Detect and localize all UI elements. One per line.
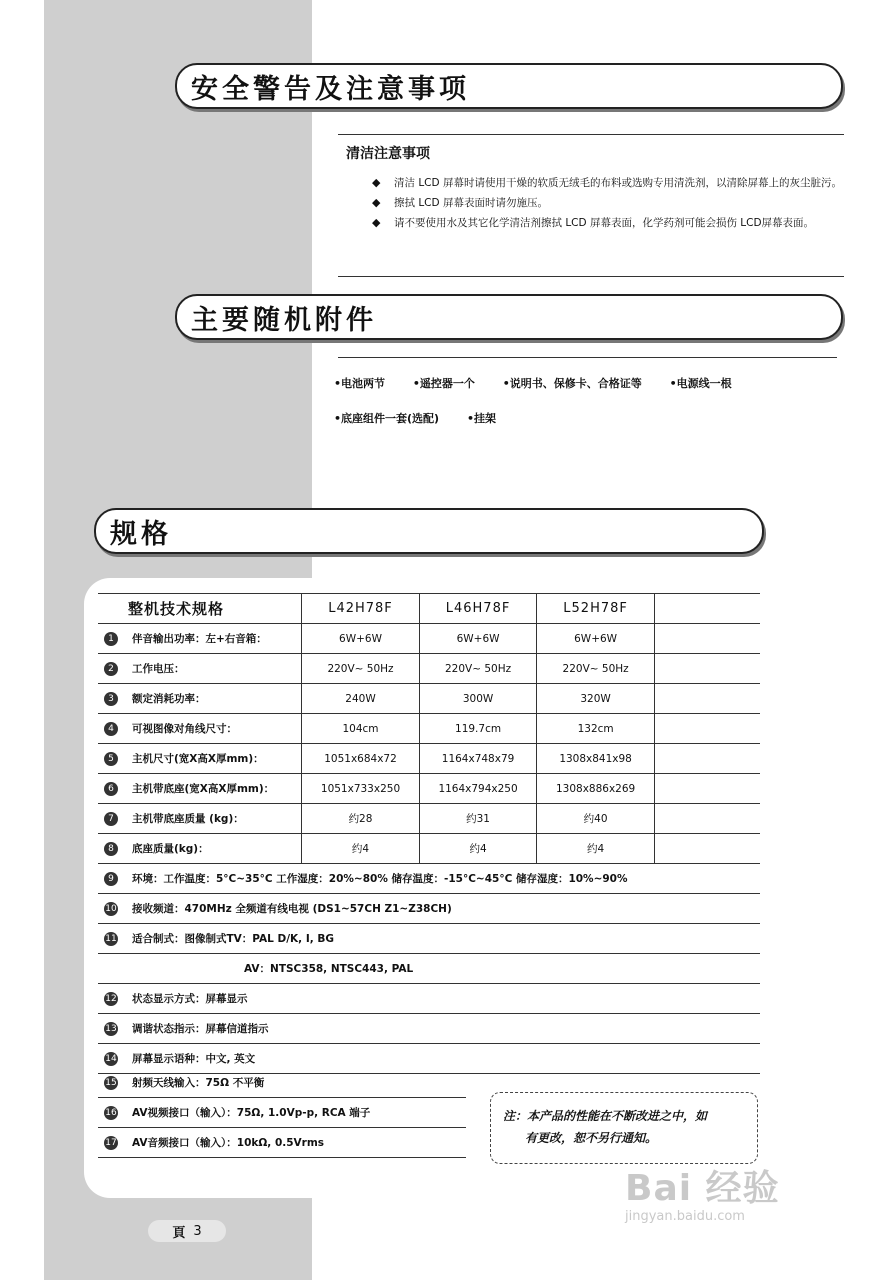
table-row: [98, 1068, 466, 1098]
spec-label: 工作电压：: [132, 663, 185, 675]
spec-text: 屏幕显示语种：中文, 英文: [132, 1053, 256, 1065]
row-number-badge: 10: [105, 904, 117, 914]
row-number-badge: 16: [105, 1108, 117, 1118]
table-row: [98, 1098, 466, 1128]
spec-label: 主机尺寸(宽X高X厚mm)：: [132, 753, 264, 765]
list-item: ◆ 清洁 LCD 屏幕时请使用干燥的软质无绒毛的布料或选购专用清洗剂，以清除屏幕上的灰尘脏污。: [372, 174, 844, 192]
spec-value: 320W: [537, 684, 655, 714]
spec-text: 适合制式：图像制式TV：PAL D/K, I, BG: [132, 933, 334, 945]
spec-value: 104cm: [302, 714, 420, 744]
accessories-section-title: 主要随机附件: [191, 304, 377, 336]
list-item: ◆ 请不要使用水及其它化学清洁剂擦拭 LCD 屏幕表面，化学药剂可能会损伤 LCD屏幕表面。: [372, 214, 844, 232]
table-row: [98, 1014, 760, 1044]
list-item: ◆ 擦拭 LCD 屏幕表面时请勿施压。: [372, 194, 844, 212]
row-number-badge: 14: [105, 1054, 117, 1064]
spec-value: 1164x794x250: [419, 774, 537, 804]
table-row: [98, 954, 760, 984]
spec-value: 约4: [537, 834, 655, 864]
cleaning-title: 清洁注意事项: [346, 146, 430, 162]
spec-value: 约4: [419, 834, 537, 864]
accessory-item: •底座组件一套(选配): [334, 412, 440, 425]
watermark: [625, 1160, 825, 1240]
spec-table-short: [98, 1068, 466, 1158]
notice-line: 注：本产品的性能在不断改进之中，如: [503, 1109, 708, 1123]
spec-table: [98, 593, 760, 1074]
spec-value: 1051x684x72: [302, 744, 420, 774]
spec-value: 132cm: [537, 714, 655, 744]
spec-label: 主机带底座质量 (kg)：: [132, 813, 244, 825]
page-label: 頁: [172, 1225, 186, 1241]
spec-label: 额定消耗功率：: [132, 693, 206, 705]
page-number: [148, 1220, 226, 1242]
table-header-row: [98, 594, 760, 624]
spec-value: 220V~ 50Hz: [537, 654, 655, 684]
spec-value: 220V~ 50Hz: [302, 654, 420, 684]
table-row: [98, 744, 760, 774]
accessories-row-2: [334, 410, 520, 426]
spec-value: 240W: [302, 684, 420, 714]
spec-value: 6W+6W: [419, 624, 537, 654]
table-row: [98, 774, 760, 804]
watermark-url: jingyan.baidu.com: [625, 1209, 745, 1224]
row-number-badge: 3: [104, 692, 118, 706]
row-number-badge: 5: [104, 752, 118, 766]
table-row: [98, 684, 760, 714]
row-number-badge: 17: [105, 1138, 117, 1148]
spec-label: 可视图像对角线尺寸：: [132, 723, 237, 735]
spec-section-title: 规格: [110, 518, 172, 550]
table-row: [98, 894, 760, 924]
divider: [338, 134, 844, 135]
accessory-item: •说明书、保修卡、合格证等: [502, 377, 642, 390]
row-number-badge: 4: [104, 722, 118, 736]
spec-value: 1308x886x269: [537, 774, 655, 804]
spec-text: 调谐状态指示：屏幕信道指示: [132, 1023, 269, 1035]
row-number-badge: 7: [104, 812, 118, 826]
row-number-badge: 11: [105, 934, 117, 944]
model-header: L46H78F: [419, 594, 537, 624]
row-number-badge: 2: [104, 662, 118, 676]
spec-text: 状态显示方式：屏幕显示: [132, 993, 248, 1005]
table-row: [98, 804, 760, 834]
model-header: L52H78F: [537, 594, 655, 624]
notice-box: [490, 1092, 758, 1164]
cleaning-list: [372, 174, 844, 234]
spec-label: 底座质量(kg)：: [132, 843, 209, 855]
spec-value: 约31: [419, 804, 537, 834]
safety-section-banner: [175, 63, 843, 109]
table-row: [98, 714, 760, 744]
spec-value: 220V~ 50Hz: [419, 654, 537, 684]
spec-value: 119.7cm: [419, 714, 537, 744]
spec-text: 环境：工作温度：5°C~35°C 工作湿度：20%~80% 储存温度：-15°C~45°C 储存湿度：10%~90%: [132, 873, 628, 885]
table-row: [98, 984, 760, 1014]
spec-text: 射频天线输入：75Ω 不平衡: [132, 1077, 265, 1089]
row-number-badge: 15: [105, 1078, 117, 1088]
spec-value: 约40: [537, 804, 655, 834]
spec-value: 1308x841x98: [537, 744, 655, 774]
table-row: [98, 1128, 466, 1158]
spec-section-banner: [94, 508, 764, 554]
spec-value: 6W+6W: [302, 624, 420, 654]
spec-value: 1051x733x250: [302, 774, 420, 804]
row-number-badge: 1: [104, 632, 118, 646]
page-number-value: 3: [193, 1223, 202, 1239]
spec-value: 约28: [302, 804, 420, 834]
accessories-section-banner: [175, 294, 843, 340]
row-number-badge: 13: [105, 1024, 117, 1034]
accessory-item: •电源线一根: [669, 377, 732, 390]
spec-value: 1164x748x79: [419, 744, 537, 774]
table-row: [98, 654, 760, 684]
row-number-badge: 8: [104, 842, 118, 856]
row-number-badge: 9: [104, 872, 118, 886]
spec-table-title: 整机技术规格: [128, 600, 225, 618]
spec-text: AV视频接口（输入）：75Ω, 1.0Vp-p, RCA 端子: [132, 1107, 371, 1119]
row-number-badge: 12: [105, 994, 117, 1004]
accessory-item: •电池两节: [334, 377, 386, 390]
divider: [338, 357, 837, 358]
spec-value: 300W: [419, 684, 537, 714]
spec-text: AV：NTSC358, NTSC443, PAL: [244, 963, 414, 975]
accessory-item: •遥控器一个: [412, 377, 475, 390]
model-header: L42H78F: [302, 594, 420, 624]
table-row: [98, 924, 760, 954]
watermark-brand: Bai 经验: [625, 1168, 780, 1209]
divider: [338, 276, 844, 277]
notice-line: 有更改，恕不另行通知。: [525, 1131, 658, 1145]
spec-text: AV音频接口（输入）：10kΩ, 0.5Vrms: [132, 1137, 325, 1149]
accessory-item: •挂架: [466, 412, 496, 425]
spec-value: 约4: [302, 834, 420, 864]
spec-text: 接收频道：470MHz 全频道有线电视 (DS1~57CH Z1~Z38CH): [132, 903, 452, 915]
spec-value: 6W+6W: [537, 624, 655, 654]
spec-label: 主机带底座(宽X高X厚mm)：: [132, 783, 275, 795]
safety-section-title: 安全警告及注意事项: [191, 73, 470, 105]
row-number-badge: 6: [104, 782, 118, 796]
table-row: [98, 624, 760, 654]
table-row: [98, 834, 760, 864]
spec-label: 伴音输出功率：左+右音箱：: [132, 633, 267, 645]
accessories-row-1: [334, 375, 756, 391]
table-row: [98, 864, 760, 894]
